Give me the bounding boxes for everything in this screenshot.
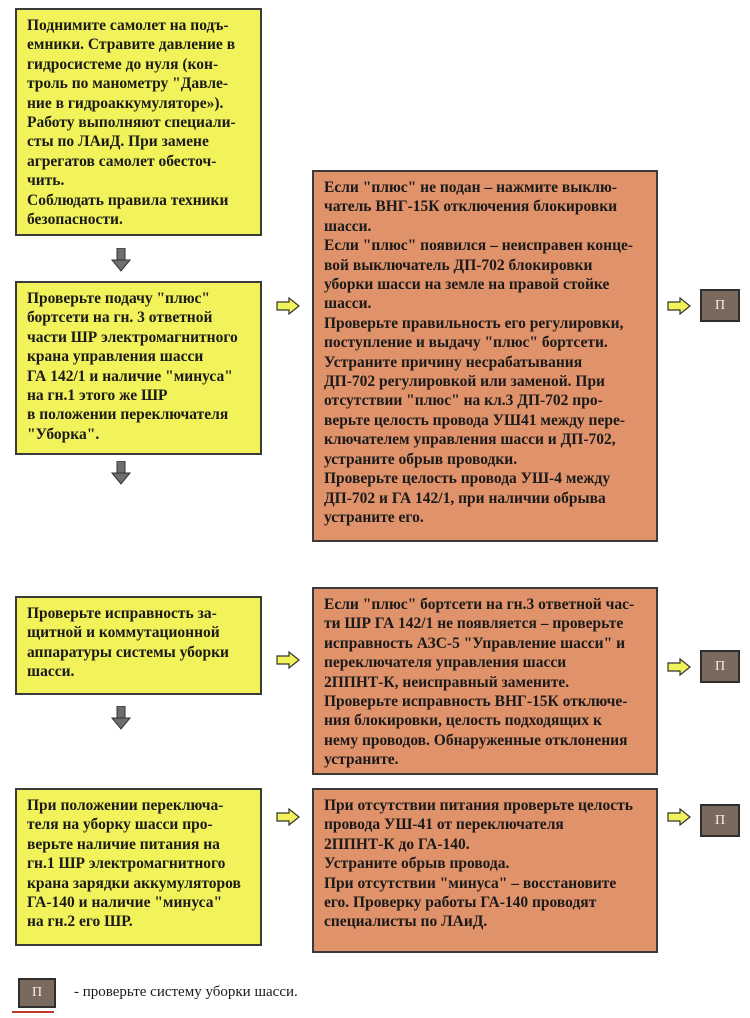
right-arrow-icon <box>276 808 300 826</box>
step-3-box <box>15 596 262 695</box>
p-box-check-system <box>700 804 740 837</box>
p-box-label: П <box>714 812 726 828</box>
right-arrow-icon <box>276 651 300 669</box>
right-arrow-icon <box>667 658 691 676</box>
step-2-text: Проверьте подачу "плюс" бортсети на гн. 3 ответной части ШР электромагнитного крана управления шасси ГА 142/1 и наличие "минуса" на гн.1 этого же ШР в положении переключателя "Уборка". <box>27 290 238 443</box>
fix-4-box <box>312 788 658 953</box>
right-arrow-icon <box>667 808 691 826</box>
legend-underline <box>12 1011 54 1013</box>
p-box-check-system <box>700 289 740 322</box>
fix-3-text: Если "плюс" бортсети на гн.3 ответной час- ти ШР ГА 142/1 не появляется – проверьте исправность АЗС-5 "Управление шасси" и переключателя управления шасси 2ППНТ-К, неисправный замените. Проверьте исправность ВНГ-15К отключе- ния блокировки, целость подходящих к нему проводов. Обнаруженные отклонения устраните. <box>324 596 635 769</box>
p-box-label: П <box>714 297 726 313</box>
fix-2-text: Если "плюс" не подан – нажмите выклю- чатель ВНГ-15К отключения блокировки шасси. Если "плюс" появился – неисправен конце- вой выключатель ДП-702 блокировки уборки шасси на земле на правой стойке шасси. Проверьте правильность его регулировки, поступление и выдачу "плюс" бортсети. Устраните причину несрабатывания ДП-702 регулировкой или заменой. При отсутствии "плюс" на кл.3 ДП-702 про- верьте целость провода УШ41 между пере- ключателем управления шасси и ДП-702, устраните обрыв проводки. Проверьте целость провода УШ-4 между ДП-702 и ГА 142/1, при наличии обрыва устраните его. <box>324 179 634 526</box>
step-1-box <box>15 8 262 236</box>
fix-3-box <box>312 587 658 775</box>
down-arrow-icon <box>111 706 131 730</box>
legend-p-symbol <box>18 978 56 1008</box>
fix-2-box <box>312 170 658 542</box>
legend-p-label: П <box>31 985 43 1000</box>
down-arrow-icon <box>111 461 131 485</box>
p-box-check-system <box>700 650 740 683</box>
right-arrow-icon <box>667 297 691 315</box>
step-2-box <box>15 281 262 455</box>
down-arrow-icon <box>111 248 131 272</box>
fix-4-text: При отсутствии питания проверьте целость провода УШ-41 от переключателя 2ППНТ-К до ГА-140. Устраните обрыв провода. При отсутствии "минуса" – восстановите его. Проверку работы ГА-140 проводят специалисты по ЛАиД. <box>324 797 633 931</box>
p-box-label: П <box>714 658 726 674</box>
step-4-text: При положении переключа- теля на уборку шасси про- верьте наличие питания на гн.1 ШР электромагнитного крана зарядки аккумуляторов ГА-140 и наличие "минуса" на гн.2 его ШР. <box>27 797 241 931</box>
step-4-box <box>15 788 262 946</box>
legend-text: - проверьте системy уборки шасси. <box>74 984 298 1000</box>
step-3-text: Проверьте исправность за- щитной и коммутационной аппаратуры системы уборки шасси. <box>27 605 229 681</box>
right-arrow-icon <box>276 297 300 315</box>
step-1-text: Поднимите самолет на подъ- емники. Стравите давление в гидросистеме до нуля (кон- троль по манометру "Давле- ние в гидроаккумуляторе»). Работу выполняют специали- сты по ЛАиД. При замене агрегатов самолет обесточ- чить. Соблюдать правила техники безопасности. <box>27 17 236 229</box>
